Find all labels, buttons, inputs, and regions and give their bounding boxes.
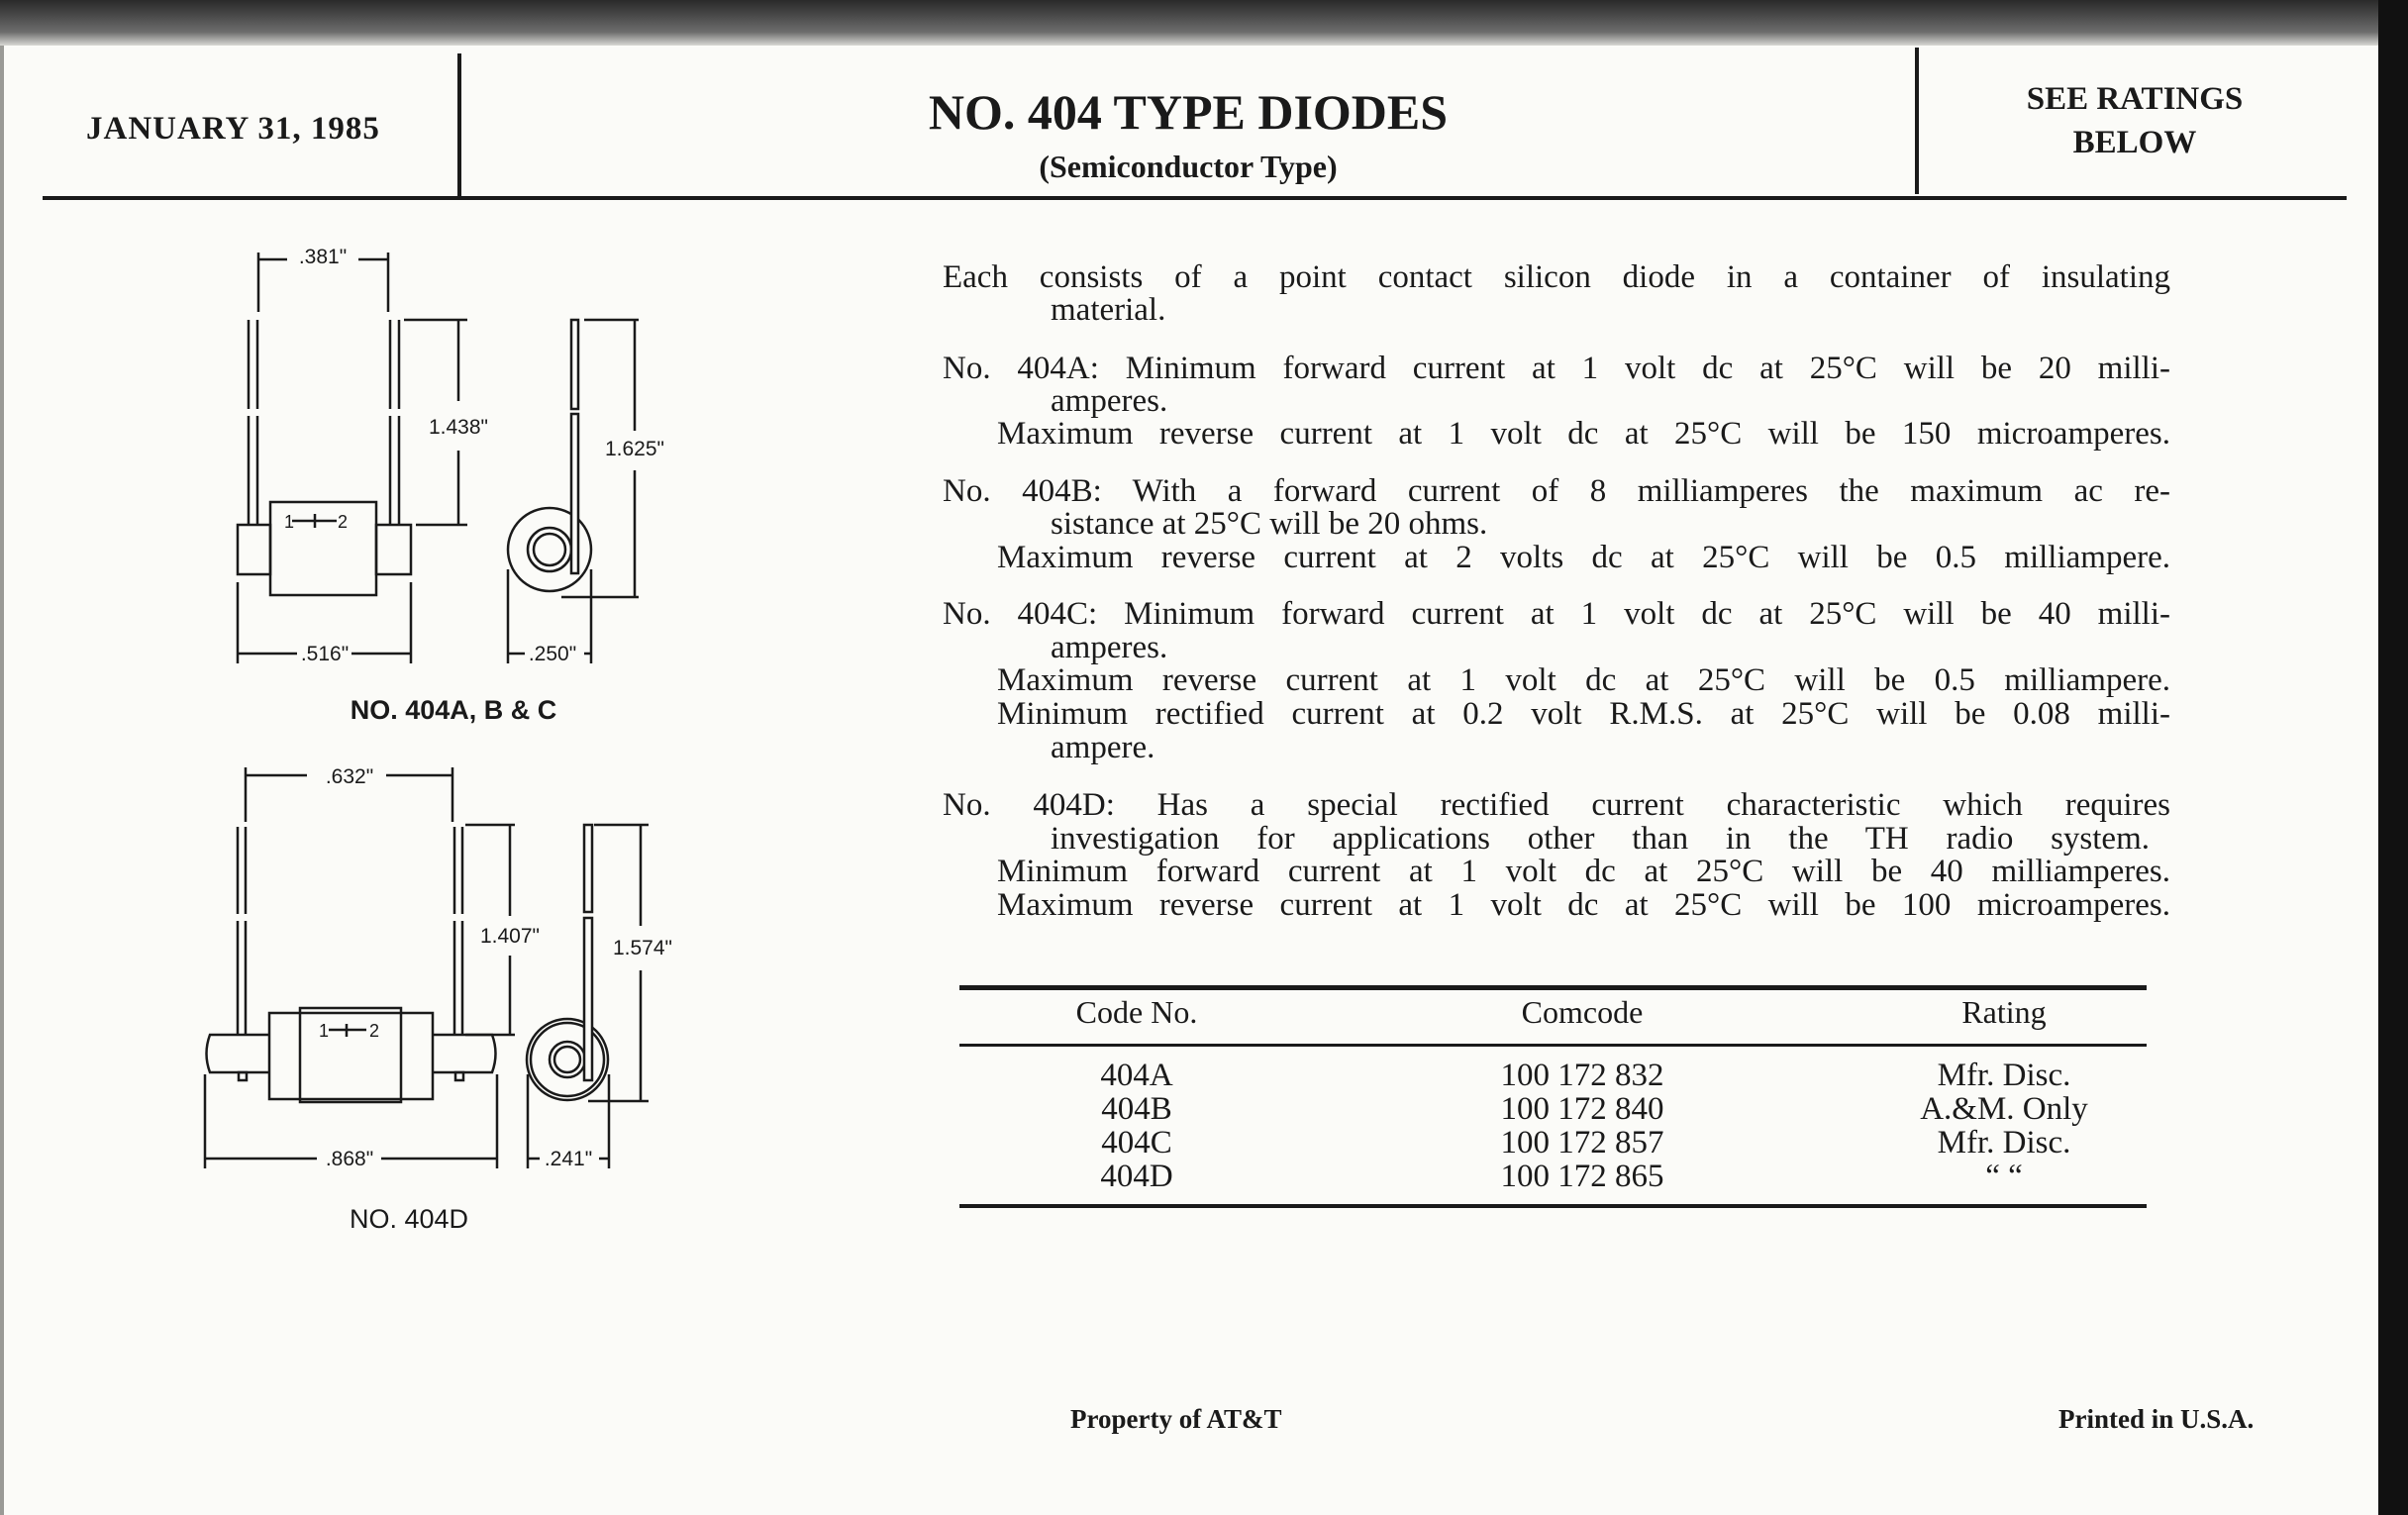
polarity-label: 1 bbox=[284, 512, 295, 532]
dim-label: .381" bbox=[298, 246, 348, 268]
cell-comcode: 100 172 857 bbox=[1500, 1125, 1664, 1161]
dim-label: .250" bbox=[528, 643, 577, 665]
dim-label: 1.407" bbox=[479, 925, 541, 948]
spec-404d-line: Minimum forward current at 1 volt dc at 25°C will be 40 milliamperes. bbox=[997, 854, 2170, 889]
page-title: NO. 404 TYPE DIODES bbox=[928, 84, 1449, 140]
spec-404c-line: Maximum reverse current at 1 volt dc at 25°C will be 0.5 milliampere. bbox=[997, 662, 2170, 698]
spec-404c-line: ampere. bbox=[1051, 730, 1155, 765]
lead-right bbox=[390, 320, 399, 525]
side-view-outer bbox=[527, 1019, 608, 1100]
spec-404c-line: Minimum rectified current at 0.2 volt R.M.S. at 25°C will be 0.08 milli- bbox=[997, 696, 2170, 732]
outer-body bbox=[269, 1013, 433, 1099]
dim-label: 1.438" bbox=[428, 416, 489, 439]
column-header-rating: Rating bbox=[1961, 994, 2047, 1030]
lead-left bbox=[238, 827, 246, 1035]
spec-404c-line: No. 404C: Minimum forward current at 1 volt dc at 25°C will be 40 milli- bbox=[943, 596, 2170, 632]
dim-label: .241" bbox=[544, 1148, 593, 1170]
footer-printed: Printed in U.S.A. bbox=[2058, 1404, 2255, 1434]
spec-404d-line: investigation for applications other than in the TH radio system. bbox=[1051, 821, 2150, 857]
dim-label: .868" bbox=[325, 1148, 374, 1170]
diode-symbol-icon bbox=[292, 514, 337, 528]
document-date: JANUARY 31, 1985 bbox=[86, 111, 380, 147]
spec-404d-line: No. 404D: Has a special rectified current characteristic which requires bbox=[943, 787, 2170, 823]
dim-label: .632" bbox=[325, 765, 374, 788]
column-header-comcode: Comcode bbox=[1521, 994, 1644, 1030]
column-header-code: Code No. bbox=[1075, 994, 1198, 1030]
polarity-label: 2 bbox=[369, 1021, 380, 1041]
ratings-note-line: BELOW bbox=[2072, 125, 2197, 160]
description-line: Each consists of a point contact silicon diode in a container of insulating bbox=[943, 259, 2170, 295]
spec-404b-line: No. 404B: With a forward current of 8 milliamperes the maximum ac re- bbox=[943, 473, 2170, 509]
cell-comcode: 100 172 865 bbox=[1500, 1159, 1664, 1194]
cell-code: 404D bbox=[1100, 1159, 1173, 1194]
polarity-label: 1 bbox=[319, 1021, 330, 1041]
spec-404b-line: Maximum reverse current at 2 volts dc at 25°C will be 0.5 milliampere. bbox=[997, 540, 2170, 575]
page-subtitle: (Semiconductor Type) bbox=[1039, 149, 1338, 184]
cell-code: 404C bbox=[1101, 1125, 1172, 1161]
diode-body bbox=[300, 1008, 401, 1102]
table-bottom-rule bbox=[959, 1204, 2147, 1208]
cell-code: 404B bbox=[1101, 1091, 1172, 1127]
shaft-left bbox=[207, 1035, 270, 1072]
ratings-note-line: SEE RATINGS bbox=[2026, 81, 2244, 117]
dim-label: 1.574" bbox=[612, 937, 673, 960]
drawing-caption: NO. 404D bbox=[349, 1204, 469, 1234]
end-cap-left bbox=[238, 525, 270, 574]
footer-property: Property of AT&T bbox=[1070, 1404, 1282, 1434]
drawing-caption: NO. 404A, B & C bbox=[350, 695, 557, 725]
cell-code: 404A bbox=[1100, 1058, 1173, 1093]
drawing-404d bbox=[205, 767, 649, 1168]
cell-comcode: 100 172 832 bbox=[1500, 1058, 1664, 1093]
spec-404a-line: Maximum reverse current at 1 volt dc at 25°C will be 150 microamperes. bbox=[997, 416, 2170, 452]
dim-label: .516" bbox=[300, 643, 350, 665]
cell-rating: “ “ bbox=[1985, 1159, 2023, 1194]
end-cap-right bbox=[376, 525, 411, 574]
polarity-label: 2 bbox=[338, 512, 349, 532]
spec-404c-line: amperes. bbox=[1051, 630, 1168, 665]
spec-404a-line: No. 404A: Minimum forward current at 1 volt dc at 25°C will be 20 milli- bbox=[943, 351, 2170, 386]
diode-symbol-icon bbox=[329, 1024, 366, 1037]
dim-overall-height bbox=[588, 825, 649, 1101]
cell-rating: A.&M. Only bbox=[1920, 1091, 2088, 1127]
cell-rating: Mfr. Disc. bbox=[1937, 1125, 2071, 1161]
spec-404b-line: sistance at 25°C will be 20 ohms. bbox=[1051, 506, 1488, 542]
description-line: material. bbox=[1051, 292, 1166, 328]
spec-404d-line: Maximum reverse current at 1 volt dc at 25°C will be 100 microamperes. bbox=[997, 887, 2170, 923]
table-header-rule bbox=[959, 1044, 2147, 1047]
cell-comcode: 100 172 840 bbox=[1500, 1091, 1664, 1127]
lead-right bbox=[454, 827, 462, 1035]
spec-404a-line: amperes. bbox=[1051, 383, 1168, 419]
cell-rating: Mfr. Disc. bbox=[1937, 1058, 2071, 1093]
shaft-right bbox=[433, 1035, 496, 1072]
dim-label: 1.625" bbox=[604, 438, 665, 460]
table-top-rule bbox=[959, 985, 2147, 990]
lead-left bbox=[249, 320, 257, 525]
drawing-404abc bbox=[238, 252, 639, 663]
